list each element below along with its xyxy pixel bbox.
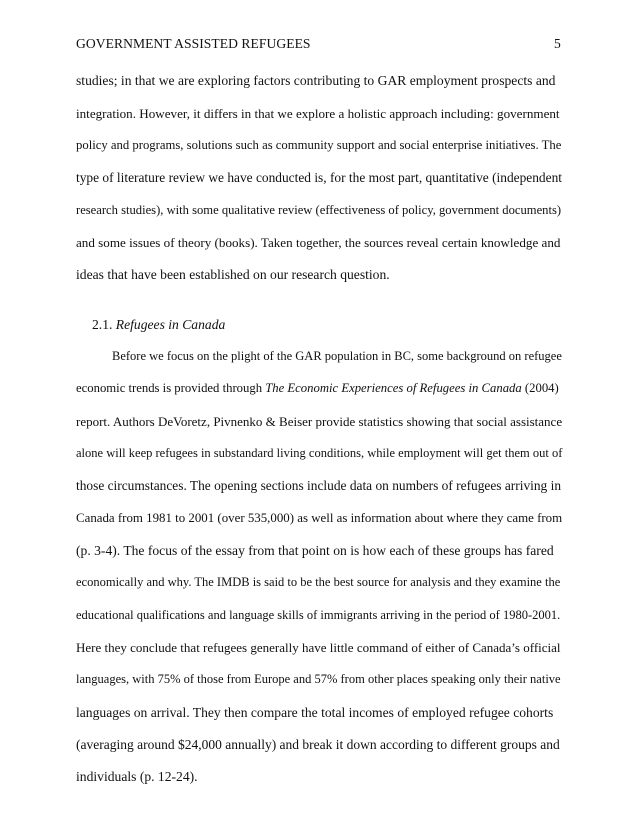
text-line: Canada from 1981 to 2001 (over 535,000) as well as information about where they came from <box>76 511 563 525</box>
text-line: educational qualifications and language skills of immigrants arriving in the period of 1980-2001. <box>76 608 561 622</box>
section-title: Refugees in Canada <box>115 317 226 332</box>
text-line: languages, with 75% of those from Europe and 57% from other places speaking only their native <box>76 672 561 686</box>
text-line: (averaging around $24,000 annually) and break it down according to different groups and <box>76 737 560 752</box>
text-segment: economic trends is provided through <box>76 381 266 395</box>
text-line: economically and why. The IMDB is said to be the best source for analysis and they examine the <box>76 575 561 589</box>
book-title: The Economic Experiences of Refugees in Canada <box>265 381 522 395</box>
text-line: Here they conclude that refugees generally have little command of either of Canada’s official <box>76 640 561 655</box>
text-line: and some issues of theory (books). Taken together, the sources reveal certain knowledge and <box>76 235 561 250</box>
page-number: 5 <box>554 36 561 51</box>
text-line: Before we focus on the plight of the GAR population in BC, some background on refugee <box>112 349 562 363</box>
text-line: languages on arrival. They then compare the total incomes of employed refugee cohorts <box>76 705 554 720</box>
text-line: studies; in that we are exploring factors contributing to GAR employment prospects and <box>76 73 556 88</box>
text-line: ideas that have been established on our research question. <box>76 267 390 282</box>
text-line: those circumstances. The opening sections include data on numbers of refugees arriving in <box>76 478 562 493</box>
text-line: type of literature review we have conducted is, for the most part, quantitative (independent <box>76 170 562 185</box>
text-line: report. Authors DeVoretz, Pivnenko & Beiser provide statistics showing that social assistance <box>76 414 563 429</box>
text-line: individuals (p. 12-24). <box>76 769 198 784</box>
text-line: (p. 3-4). The focus of the essay from that point on is how each of these groups has fared <box>76 543 554 558</box>
text-line <box>76 381 559 396</box>
running-head: GOVERNMENT ASSISTED REFUGEES <box>76 36 311 51</box>
text-line: integration. However, it differs in that we explore a holistic approach including: government <box>76 106 560 121</box>
section-number: 2.1. <box>92 317 113 332</box>
text-segment: (2004) <box>521 381 559 395</box>
section-heading <box>92 317 225 333</box>
text-line: research studies), with some qualitative review (effectiveness of policy, government documents) <box>76 203 562 217</box>
text-line: alone will keep refugees in substandard living conditions, while employment will get them out of <box>76 446 563 460</box>
text-line: policy and programs, solutions such as community support and social enterprise initiatives. The <box>76 138 562 152</box>
